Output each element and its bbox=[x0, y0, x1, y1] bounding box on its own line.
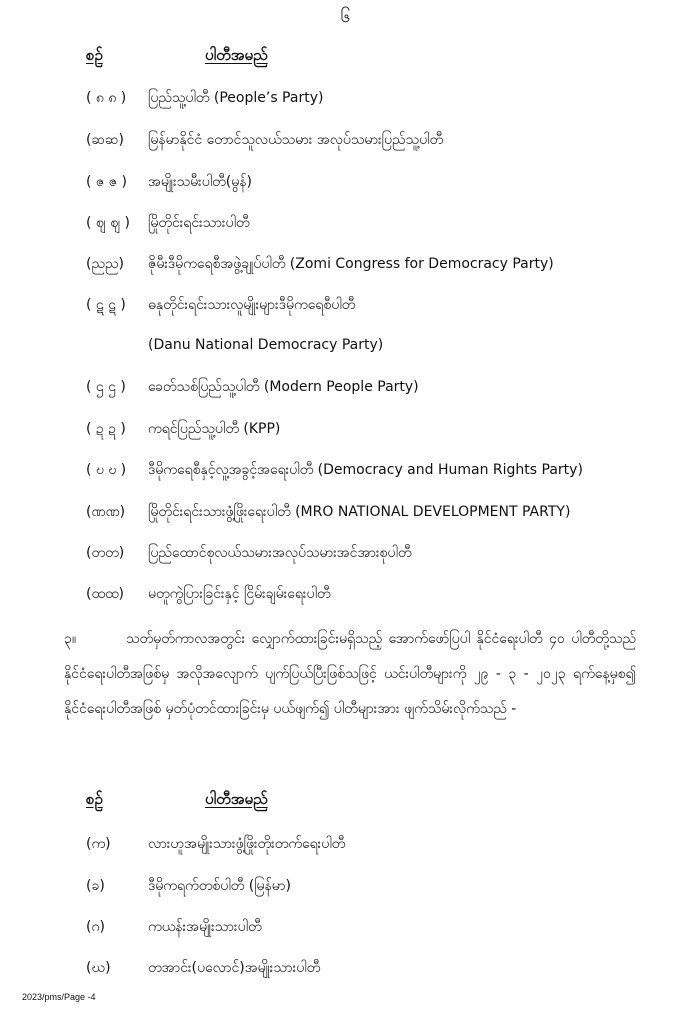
page-number: ၆ bbox=[340, 6, 351, 27]
item-text: ခေတ်သစ်ပြည်သူ့ပါတီ (Modern People Party) bbox=[148, 379, 419, 395]
page-footer: 2023/pms/Page -4 bbox=[22, 992, 96, 1002]
item-continuation: (Danu National Democracy Party) bbox=[148, 337, 384, 353]
item-number: ( ဈ ဈ ) bbox=[86, 215, 130, 231]
item-text: တအာင်း(ပလောင်)အမျိုးသားပါတီ bbox=[148, 960, 321, 976]
item-number: ( ၈ ၈ ) bbox=[86, 90, 127, 106]
item-text: အမျိုးသမီးပါတီ(မွန်) bbox=[148, 174, 252, 190]
table-header-party-name: ပါတီအမည် bbox=[205, 46, 268, 64]
item-number: (ခ) bbox=[86, 878, 105, 894]
table-header-party-name: ပါတီအမည် bbox=[205, 790, 268, 808]
item-number: (ဆဆ) bbox=[86, 132, 124, 148]
item-text: မတူကွဲပြားခြင်းနှင့် ငြိမ်းချမ်းရေးပါတီ bbox=[148, 586, 331, 602]
item-number: ( ဋ ဋ ) bbox=[86, 297, 126, 313]
item-text: ဓနုတိုင်းရင်းသားလူမျိုးများဒီမိုကရေစီပါတီ bbox=[148, 297, 356, 313]
item-number: ( ဇ ဇ ) bbox=[86, 174, 127, 190]
item-number: (တတ) bbox=[86, 545, 125, 561]
item-text: ပြည်ထောင်စုလယ်သမားအလုပ်သမားအင်အားစုပါတီ bbox=[148, 545, 412, 561]
item-text: ကယန်းအမျိုးသားပါတီ bbox=[148, 919, 262, 935]
paragraph-text: သတ်မှတ်ကာလအတွင်း လျှောက်ထားခြင်းမရှိသည့် အောက်ဖော်ပြပါ နိုင်ငံရေးပါတီ ၄၀ ပါတီတို့သည် နိုင်ငံရေးပါတီအဖြစ်မှ အလိုအလျောက် ပျက်ပြယ်ပြီးဖြစ်သဖြင့် ယင်းပါတီများကို ၂၉ - ၃ - ၂၀၂၃ ရက်နေ့မှစ၍ နိုင်ငံရေးပါတီအဖြစ် မှတ်ပုံတင်ထားခြင်းမှ ပယ်ဖျက်၍ ပါတီများအား ဖျက်သိမ်းလိုက်သည် - bbox=[64, 631, 636, 717]
item-number: (ဏဏ) bbox=[86, 504, 126, 520]
item-number: (ညည) bbox=[86, 256, 124, 272]
body-paragraph bbox=[64, 622, 636, 727]
item-number: (ထထ) bbox=[86, 586, 124, 602]
item-number: ( ဎ ဎ ) bbox=[86, 462, 127, 478]
table-header-serial: စဉ် bbox=[86, 46, 103, 64]
item-number: (က) bbox=[86, 836, 111, 852]
table-header-serial: စဉ် bbox=[86, 790, 103, 808]
item-text: ကရင်ပြည်သူ့ပါတီ (KPP) bbox=[148, 421, 281, 437]
item-text: ဒီမိုကရက်တစ်ပါတီ (မြန်မာ) bbox=[148, 878, 292, 894]
item-number: ( ဍ ဍ ) bbox=[86, 421, 126, 437]
item-text: ဇိုမီးဒီမိုကရေစီအဖွဲ့ချုပ်ပါတီ (Zomi Congress for Democracy Party) bbox=[148, 256, 554, 272]
item-number: (ဂ) bbox=[86, 919, 105, 935]
item-text: လားဟူအမျိုးသားဖွံ့ဖြိုးတိုးတက်ရေးပါတီ bbox=[148, 836, 346, 852]
paragraph-number: ၃။ bbox=[64, 631, 77, 647]
item-number: ( ဌ ဌ ) bbox=[86, 379, 126, 395]
item-text: ပြည်သူ့ပါတီ (People’s Party) bbox=[148, 90, 324, 106]
item-text: မြိုတိုင်းရင်းသားဖွံ့ဖြိုးရေးပါတီ (MRO NATIONAL DEVELOPMENT PARTY) bbox=[148, 504, 571, 520]
item-text: မြန်မာနိုင်ငံ တောင်သူလယ်သမား အလုပ်သမားပြည်သူ့ပါတီ bbox=[148, 132, 444, 148]
item-text: မြိုတိုင်းရင်းသားပါတီ bbox=[148, 215, 250, 231]
item-text: ဒီမိုကရေစီနှင့်လူ့အခွင့်အရေးပါတီ (Democracy and Human Rights Party) bbox=[148, 462, 583, 478]
item-number: (ဃ) bbox=[86, 960, 111, 976]
